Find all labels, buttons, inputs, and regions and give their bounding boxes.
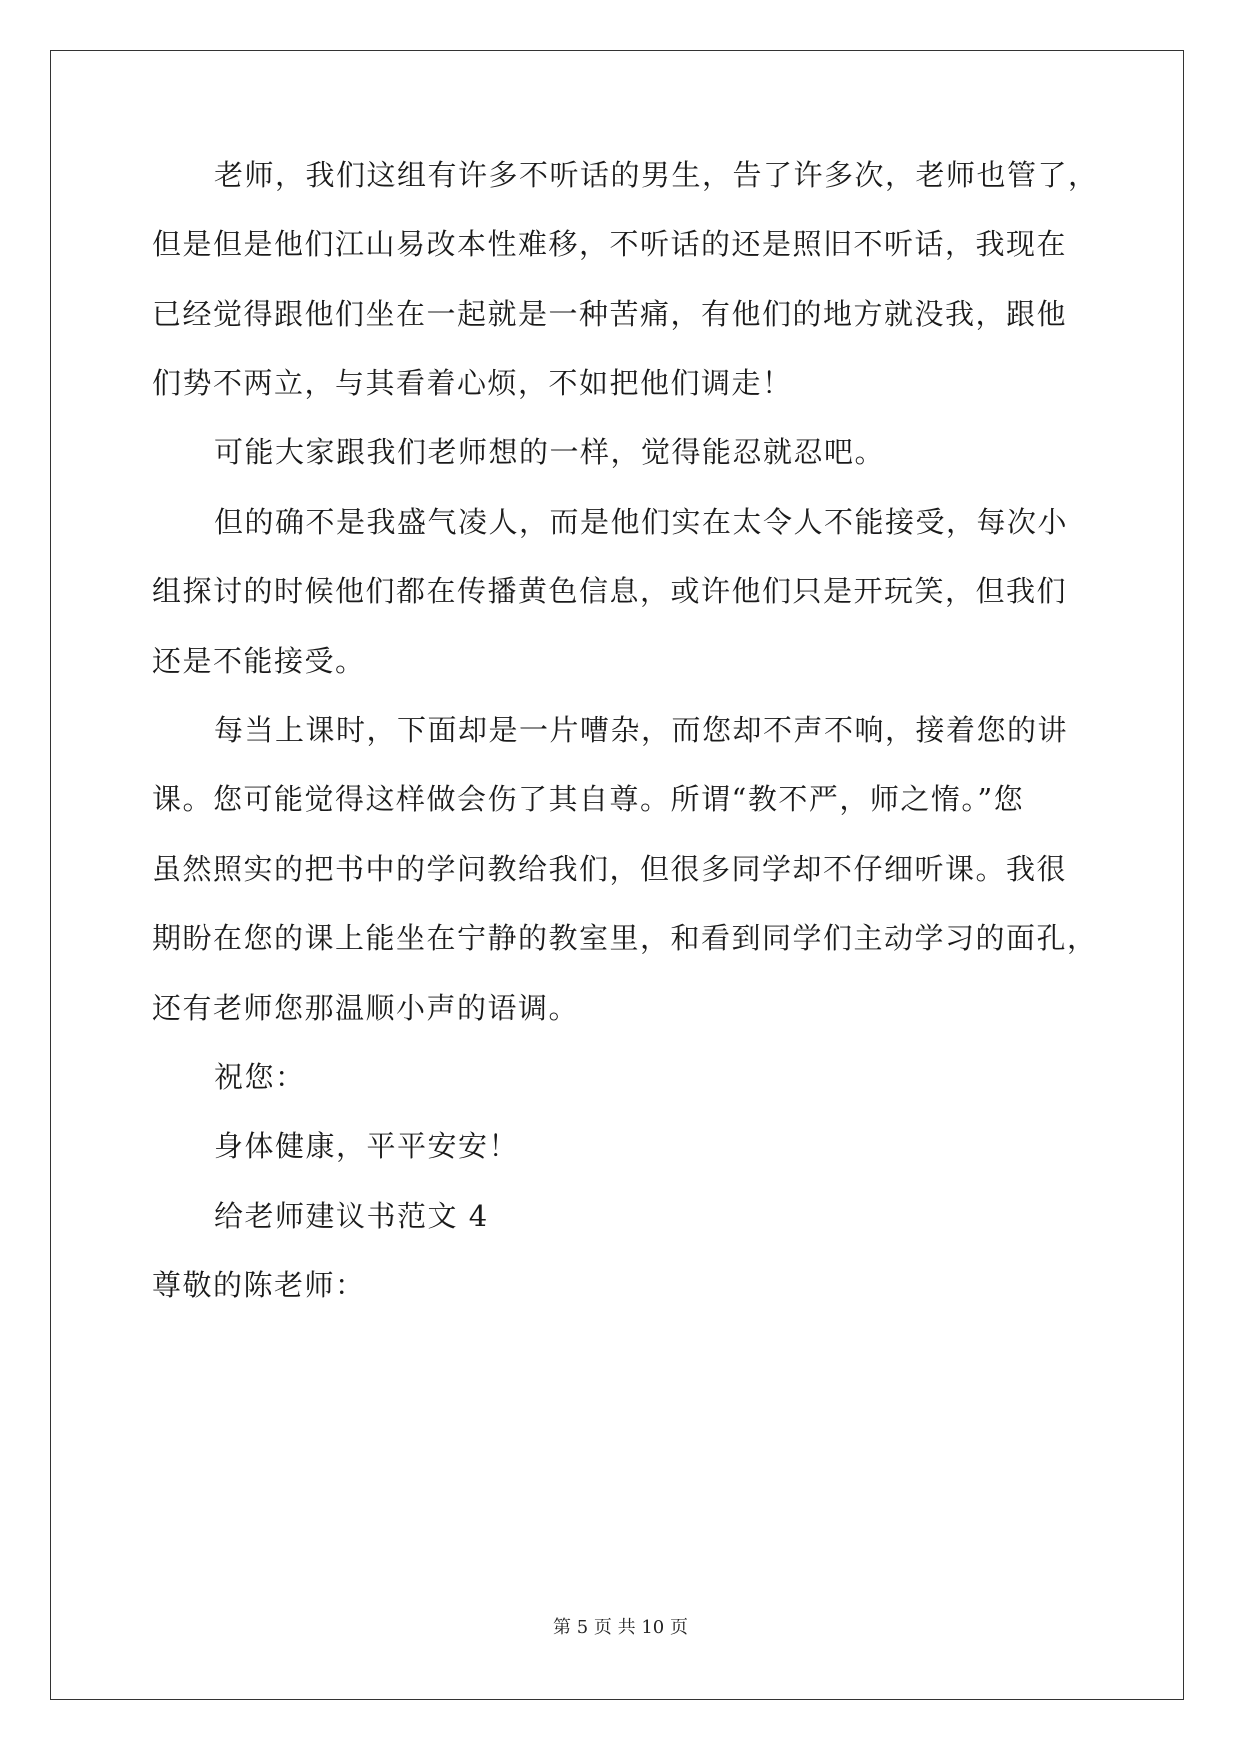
body-line: 已经觉得跟他们坐在一起就是一种苦痛，有他们的地方就没我，跟他 xyxy=(152,297,1068,331)
closing-line: 身体健康，平平安安！ xyxy=(214,1129,520,1163)
body-line: 还有老师您那温顺小声的语调。 xyxy=(152,991,580,1025)
page-footer: 第 5 页 共 10 页 xyxy=(553,1617,688,1638)
body-line: 还是不能接受。 xyxy=(152,644,366,678)
body-line: 但是但是他们江山易改本性难移，不听话的还是照旧不听话，我现在 xyxy=(152,227,1068,261)
body-line: 虽然照实的把书中的学问教给我们，但很多同学却不仔细听课。我很 xyxy=(152,852,1068,886)
body-line: 期盼在您的课上能坐在宁静的教室里，和看到同学们主动学习的面孔， xyxy=(152,921,1098,955)
body-line: 但的确不是我盛气凌人，而是他们实在太令人不能接受，每次小 xyxy=(214,505,1069,539)
closing-line: 祝您： xyxy=(214,1060,306,1094)
body-line: 每当上课时，下面却是一片嘈杂，而您却不声不响，接着您的讲 xyxy=(214,713,1069,747)
body-line: 老师，我们这组有许多不听话的男生，告了许多次，老师也管了， xyxy=(214,158,1099,192)
section-title: 给老师建议书范文 4 xyxy=(214,1199,489,1233)
body-line: 可能大家跟我们老师想的一样，觉得能忍就忍吧。 xyxy=(214,435,886,469)
body-line: 们势不两立，与其看着心烦，不如把他们调走！ xyxy=(152,366,793,400)
salutation-line: 尊敬的陈老师： xyxy=(152,1268,366,1302)
body-line: 课。您可能觉得这样做会伤了其自尊。所谓“教不严，师之惰。”您 xyxy=(152,782,1025,816)
body-line: 组探讨的时候他们都在传播黄色信息，或许他们只是开玩笑，但我们 xyxy=(152,574,1068,608)
